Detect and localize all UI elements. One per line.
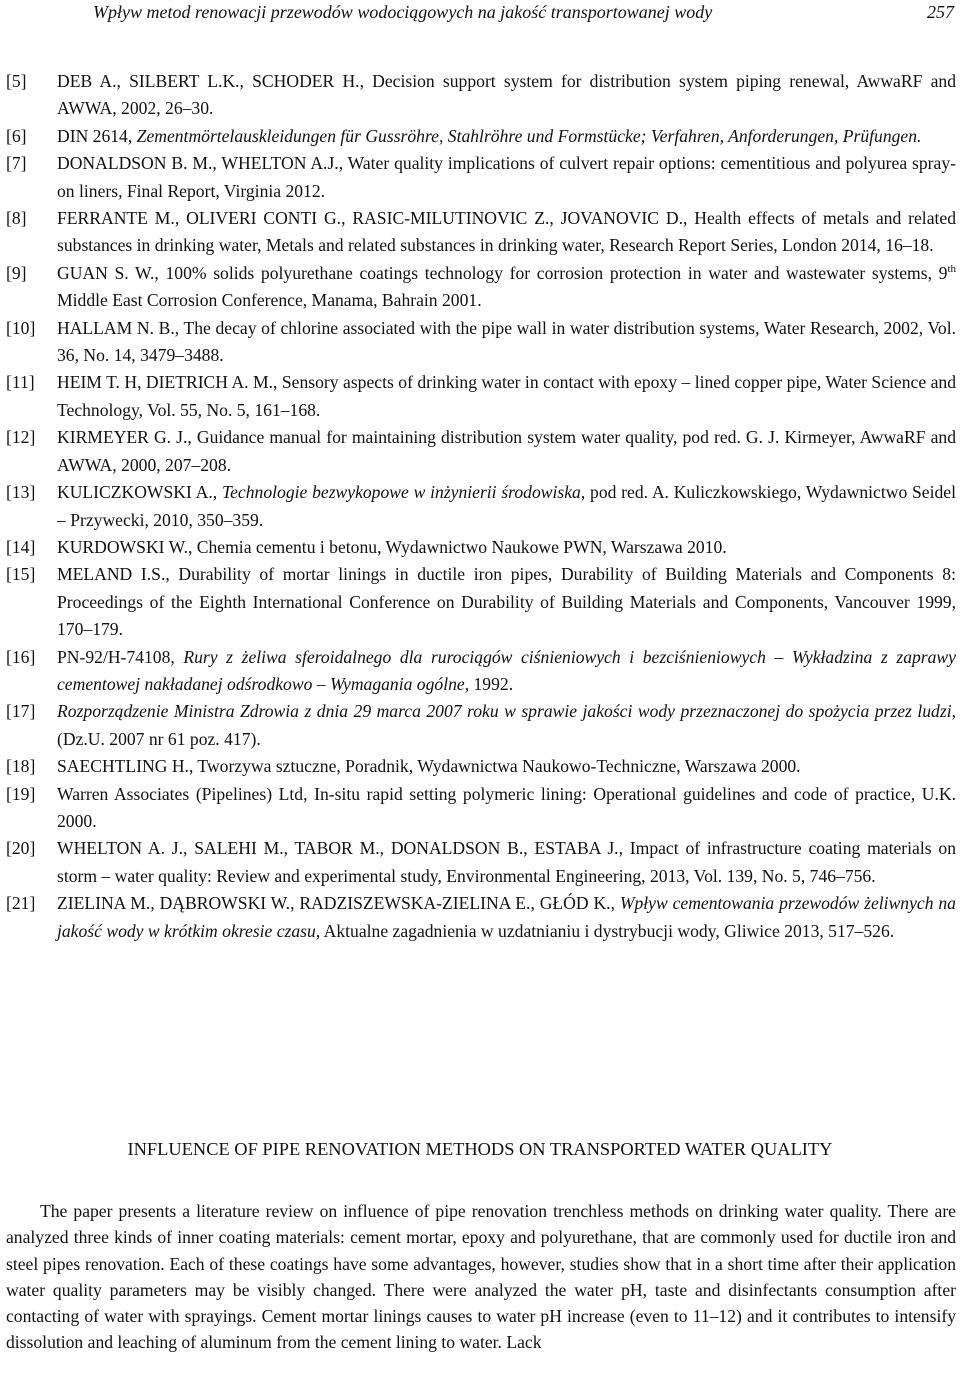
reference-segment: HALLAM N. B., The decay of chlorine associated with the pipe wall in water distribution systems, Water Research, 2002, Vol. 36, No. 14, 3479–3488. (57, 317, 956, 366)
reference-text (57, 537, 727, 557)
reference-item (6, 123, 956, 150)
reference-number: [21] (6, 893, 36, 914)
reference-segment: KULICZKOWSKI A., (57, 482, 222, 503)
italic-title: Zementmörtelauskleidungen für Gussröhre, Stahlröhre und Formstücke; Verfahren, Anforderungen, Prüfungen. (136, 125, 922, 146)
reference-item (6, 534, 956, 561)
reference-text (57, 208, 956, 255)
reference-number: [13] (6, 482, 36, 503)
english-abstract: The paper presents a literature review on influence of pipe renovation trenchless methods on drinking water quality. There are analyzed three kinds of inner coating materials: cement mortar, epoxy and polyurethane, that are commonly used for ductile iron and steel pipes renovation. Each of these coatings have some advantages, however, studies show that in a short time after their application water quality parameters may be visibly changed. There were analyzed the water pH, taste and disinfectants consumption after contacting of water with sprayings. Cement mortar linings causes to water pH increase (even to 11–12) and it contributes to intensify dissolution and leaching of aluminum from the cement lining to water. Lack (6, 1201, 956, 1353)
reference-item (6, 644, 956, 699)
reference-text (57, 647, 956, 694)
reference-text (57, 482, 956, 529)
reference-item (6, 781, 956, 836)
page-number: 257 (927, 2, 954, 22)
italic-title: Wpływ cementowania przewodów żeliwnych na jakość wody w krótkim okresie czasu (57, 893, 956, 941)
reference-text (57, 701, 956, 748)
reference-number: [15] (6, 564, 36, 585)
reference-text (57, 263, 956, 310)
superscript: th (947, 262, 956, 275)
reference-item (6, 890, 956, 945)
reference-number: [14] (6, 536, 36, 557)
reference-text (57, 893, 956, 940)
running-header-title: Wpływ metod renowacji przewodów wodociągowych na jakość transportowanej wody (93, 2, 713, 22)
reference-text (57, 318, 956, 365)
reference-segment: GUAN S. W., 100% solids polyurethane coatings technology for corrosion protection in water and wastewater systems, 9 (57, 262, 948, 283)
reference-segment: FERRANTE M., OLIVERI CONTI G., RASIC-MILUTINOVIC Z., JOVANOVIC D., Health effects of metals and related substances in drinking water, Metals and related substances in drinking water, Research Report Series, London 2014, 16–18. (57, 208, 956, 256)
reference-number: [12] (6, 427, 36, 448)
italic-title: Rozporządzenie Ministra Zdrowia z dnia 29 marca 2007 roku w sprawie jakości wody przeznaczonej do spożycia przez ludzi (57, 701, 952, 722)
reference-item (6, 424, 956, 479)
reference-number: [16] (6, 646, 36, 667)
reference-segment: , pod red. A. Kuliczkowskiego, Wydawnictwo Seidel – Przywecki, 2010, 350–359. (57, 482, 956, 530)
reference-number: [11] (6, 372, 35, 393)
reference-number: [10] (6, 317, 36, 338)
reference-segment: , Aktualne zagadnienia w uzdatnianiu i dystrybucji wody, Gliwice 2013, 517–526. (315, 920, 895, 941)
reference-segment: PN-92/H-74108, (57, 646, 184, 667)
reference-number: [7] (6, 153, 27, 174)
reference-segment: DEB A., SILBERT L.K., SCHODER H., Decision support system for distribution system piping renewal, AwwaRF and AWWA, 2002, 26–30. (57, 71, 956, 119)
reference-segment: WHELTON A. J., SALEHI M., TABOR M., DONALDSON B., ESTABA J., Impact of infrastructure coating materials on storm – water quality: Review and experimental study, Environmental Engineering, 2013, Vol. 139, No. 5, 746–756. (57, 838, 956, 886)
reference-number: [19] (6, 783, 36, 804)
reference-segment: HEIM T. H, DIETRICH A. M., Sensory aspects of drinking water in contact with epoxy – lined copper pipe, Water Science and Technology, Vol. 55, No. 5, 161–168. (57, 372, 956, 420)
reference-segment: , 1992. (464, 673, 514, 694)
reference-number: [9] (6, 262, 27, 283)
reference-list (6, 68, 956, 945)
reference-text (57, 153, 956, 200)
reference-item (6, 561, 956, 643)
reference-item (6, 835, 956, 890)
reference-number: [8] (6, 208, 27, 229)
reference-number: [17] (6, 701, 36, 722)
reference-item (6, 315, 956, 370)
reference-text (57, 427, 956, 474)
running-header (0, 0, 960, 30)
reference-item (6, 753, 956, 780)
reference-item (6, 369, 956, 424)
reference-segment: ZIELINA M., DĄBROWSKI W., RADZISZEWSKA-ZIELINA E., GŁÓD K., (57, 893, 620, 914)
reference-segment: Middle East Corrosion Conference, Manama, Bahrain 2001. (57, 290, 482, 311)
reference-item (6, 698, 956, 753)
reference-text (57, 71, 956, 118)
reference-text (57, 756, 801, 776)
reference-item (6, 260, 956, 315)
reference-number: [6] (6, 125, 27, 146)
italic-title: Technologie bezwykopowe w inżynierii środowiska (221, 482, 581, 503)
reference-number: [18] (6, 756, 36, 777)
reference-segment: DONALDSON B. M., WHELTON A.J., Water quality implications of culvert repair options: cementitious and polyurea spray-on liners, Final Report, Virginia 2012. (57, 153, 956, 201)
reference-item (6, 205, 956, 260)
reference-segment: MELAND I.S., Durability of mortar linings in ductile iron pipes, Durability of Building Materials and Components 8: Proceedings of the Eighth International Conference on Durability of Building Materials and Components, Vancouver 1999, 170–179. (57, 564, 956, 640)
reference-text (57, 784, 956, 831)
reference-number: [5] (6, 71, 27, 91)
reference-text (57, 564, 956, 639)
reference-item (6, 479, 956, 534)
reference-number: [20] (6, 838, 36, 859)
reference-text (57, 126, 921, 146)
reference-segment: SAECHTLING H., Tworzywa sztuczne, Poradnik, Wydawnictwa Naukowo-Techniczne, Warszawa 2000. (57, 756, 801, 777)
reference-segment: KIRMEYER G. J., Guidance manual for maintaining distribution system water quality, pod red. G. J. Kirmeyer, AwwaRF and AWWA, 2000, 207–208. (57, 427, 956, 475)
reference-item (6, 150, 956, 205)
reference-segment: KURDOWSKI W., Chemia cementu i betonu, Wydawnictwo Naukowe PWN, Warszawa 2010. (57, 536, 727, 557)
reference-text (57, 838, 956, 885)
reference-segment: , (Dz.U. 2007 nr 61 poz. 417). (57, 701, 956, 749)
reference-text (57, 372, 956, 419)
reference-segment: DIN 2614, (57, 125, 137, 146)
reference-item (6, 68, 956, 123)
italic-title: Rury z żeliwa sferoidalnego dla rurociągów ciśnieniowych i bezciśnieniowych – Wykładzina z zaprawy cementowej nakładanej odśrodkowo – Wymagania ogólne (57, 646, 956, 694)
reference-segment: Warren Associates (Pipelines) Ltd, In-situ rapid setting polymeric lining: Operational guidelines and code of practice, U.K. 2000. (57, 783, 956, 831)
english-title-heading: INFLUENCE OF PIPE RENOVATION METHODS ON TRANSPORTED WATER QUALITY (127, 1139, 833, 1159)
